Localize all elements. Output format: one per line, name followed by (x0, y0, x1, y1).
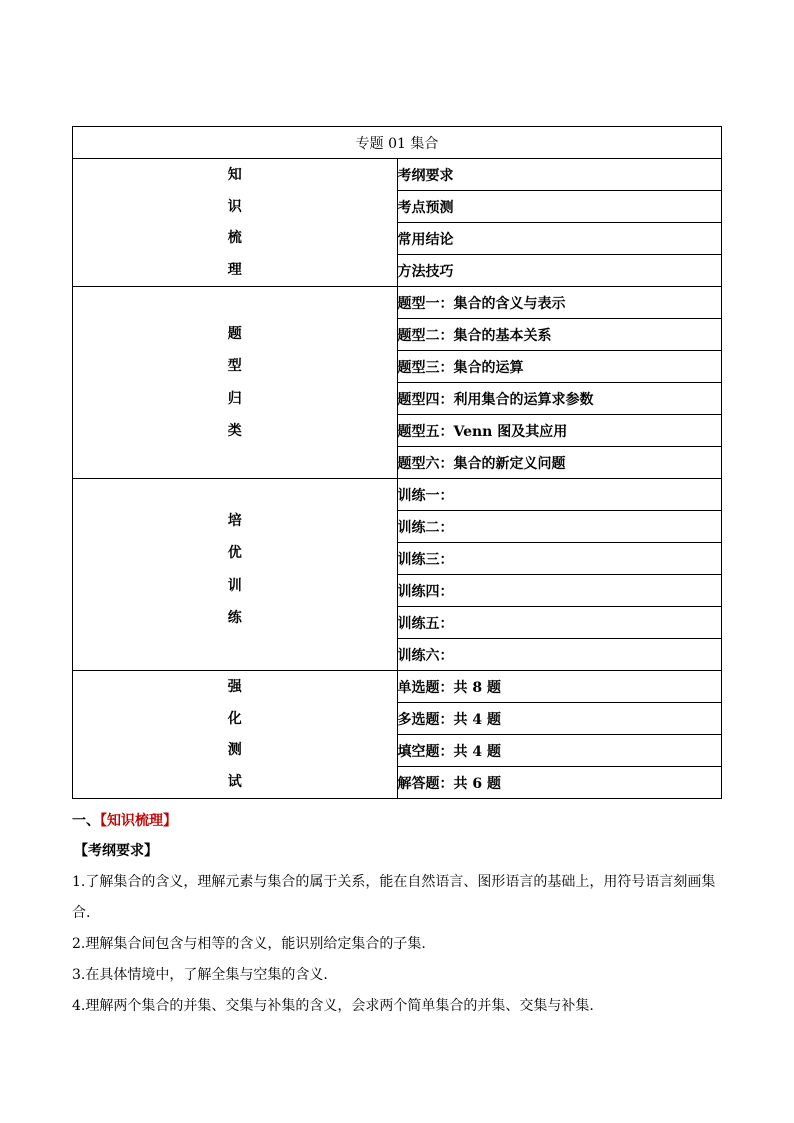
outline-item: 题型一：集合的含义与表示 (397, 287, 722, 319)
side-label-training (73, 479, 398, 671)
side-char: 类 (227, 423, 242, 440)
side-char: 测 (227, 742, 242, 759)
side-char: 型 (227, 358, 242, 375)
outline-item: 题型二：集合的基本关系 (397, 319, 722, 351)
side-char: 理 (227, 262, 242, 279)
side-char: 培 (227, 512, 242, 529)
side-char: 归 (227, 390, 242, 407)
side-char: 优 (227, 545, 242, 562)
subsection-heading: 【考纲要求】 (74, 843, 158, 859)
side-char: 训 (227, 577, 242, 594)
outline-item: 单选题：共 8 题 (397, 671, 722, 703)
table-title: 专题 01 集合 (73, 127, 722, 159)
paragraph: 3.在具体情境中，了解全集与空集的含义. (72, 967, 328, 983)
outline-item: 题型四：利用集合的运算求参数 (397, 383, 722, 415)
side-char: 知 (227, 166, 242, 183)
side-char: 试 (227, 774, 242, 791)
side-label-tests (73, 671, 398, 799)
paragraph: 2.理解集合间包含与相等的含义，能识别给定集合的子集. (72, 936, 426, 952)
outline-item: 考点预测 (397, 191, 722, 223)
section-prefix: 一、 (72, 813, 100, 829)
side-char: 识 (227, 198, 242, 215)
outline-item: 训练三： (397, 543, 722, 575)
section-title: 【知识梳理】 (100, 813, 177, 829)
outline-item: 训练二： (397, 511, 722, 543)
side-label-knowledge (73, 159, 398, 287)
outline-item: 解答题：共 6 题 (397, 767, 722, 799)
outline-item: 训练五： (397, 607, 722, 639)
outline-item: 考纲要求 (397, 159, 722, 191)
section-heading (72, 808, 732, 835)
outline-item: 常用结论 (397, 223, 722, 255)
outline-item: 训练一： (397, 479, 722, 511)
outline-item: 训练四： (397, 575, 722, 607)
side-char: 化 (227, 710, 242, 727)
outline-item: 题型五：Venn 图及其应用 (397, 415, 722, 447)
outline-item: 题型六：集合的新定义问题 (397, 447, 722, 479)
side-label-question-types (73, 287, 398, 479)
outline-item: 方法技巧 (397, 255, 722, 287)
side-char: 梳 (227, 230, 242, 247)
outline-item: 训练六： (397, 639, 722, 671)
outline-item: 填空题：共 4 题 (397, 735, 722, 767)
side-char: 题 (227, 325, 242, 342)
document-body (72, 808, 732, 1022)
side-char: 练 (227, 610, 242, 627)
outline-table (72, 126, 722, 799)
outline-item: 多选题：共 4 题 (397, 703, 722, 735)
side-char: 强 (227, 678, 242, 695)
outline-item: 题型三：集合的运算 (397, 351, 722, 383)
paragraph: 4.理解两个集合的并集、交集与补集的含义，会求两个简单集合的并集、交集与补集. (72, 998, 594, 1014)
paragraph: 1.了解集合的含义，理解元素与集合的属于关系，能在自然语言、图形语言的基础上，用符号语言刻画集合. (72, 874, 716, 921)
